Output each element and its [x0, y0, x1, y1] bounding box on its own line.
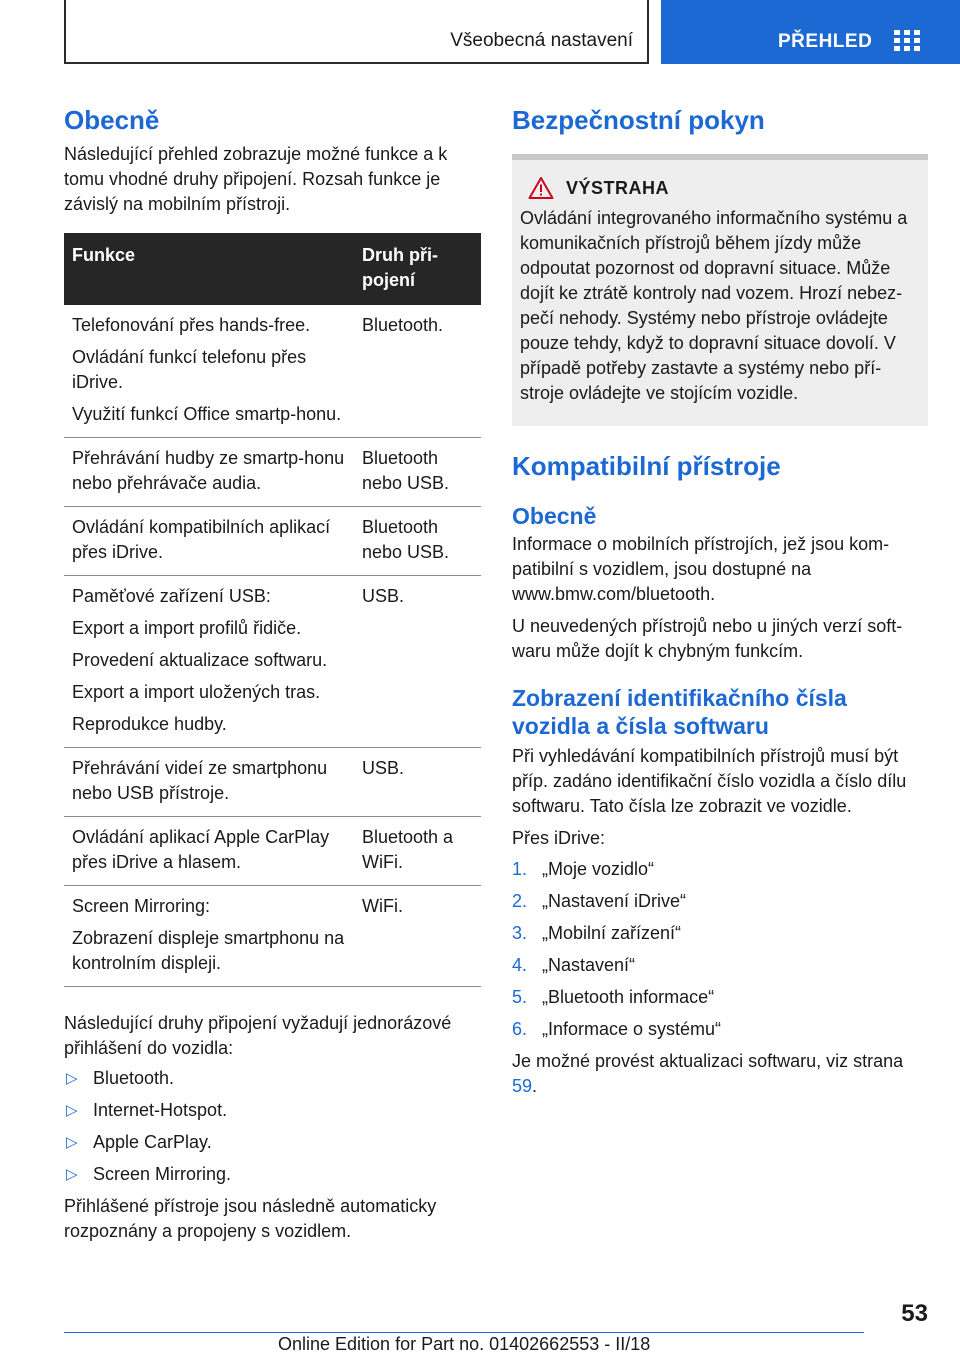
subtitle-general: Obecně	[512, 503, 597, 529]
right-column	[512, 104, 928, 1099]
step-text: „Moje vozidlo“	[542, 859, 655, 879]
step-number: 2.	[512, 891, 528, 911]
function-line: Využití funkcí Office smartp-honu.	[72, 404, 342, 424]
warning-text: Ovládání integrovaného informačního systému a komunikačních přístrojů během jízdy může odpoutat pozornost od dopravní situace. Může dojít ke ztrátě kontroly nad vozem. Hrozí nebez-pečí nehody. Systémy nebo přístroje ovládejte pouze tehdy, když to dopravní situace dovolí. V případě potřeby zastavte a systémy nebo pří-stroje ovládejte ve stojícím vozidle.	[520, 208, 908, 403]
table-cell-connection: USB.	[354, 748, 481, 817]
step-text: „Mobilní zařízení“	[542, 923, 682, 943]
overview-label: PŘEHLED	[778, 31, 873, 52]
list-item-text: Internet-Hotspot.	[93, 1100, 228, 1120]
left-column	[64, 104, 481, 1244]
list-item-text: Bluetooth.	[93, 1068, 175, 1088]
registration-outro: Přihlášené přístroje jsou následně automaticky rozpoznány a propojeny s vozidlem.	[64, 1196, 437, 1241]
footer-edition: Online Edition for Part no. 01402662553 - II/18	[278, 1334, 651, 1354]
function-line: Provedení aktualizace softwaru.	[72, 650, 328, 670]
list-item	[64, 1066, 481, 1091]
idrive-steps-list	[512, 857, 928, 1042]
via-idrive-text: Přes iDrive:	[512, 828, 606, 848]
header-section-title: Všeobecná nastavení	[450, 30, 633, 51]
list-item	[64, 1130, 481, 1155]
table-cell-connection: USB.	[354, 576, 481, 748]
function-line: Přehrávání hudby ze smartp-honu nebo přehrávače audia.	[72, 448, 345, 493]
warning-box	[512, 154, 928, 426]
page-number: 53	[901, 1300, 928, 1327]
update-paragraph	[512, 1049, 928, 1099]
table-cell-connection: WiFi.	[354, 886, 481, 987]
function-line: Zobrazení displeje smartphonu na kontrolním displeji.	[72, 928, 345, 973]
table-cell-function	[64, 507, 354, 576]
step-number: 4.	[512, 955, 528, 975]
function-line: Ovládání kompatibilních aplikací přes iDrive.	[72, 517, 331, 562]
step-number: 3.	[512, 923, 528, 943]
table-row	[64, 886, 481, 987]
function-line: Export a import profilů řidiče.	[72, 618, 302, 638]
step-number: 1.	[512, 859, 528, 879]
function-line: Screen Mirroring:	[72, 896, 211, 916]
table-row	[64, 305, 481, 438]
table-cell-function	[64, 576, 354, 748]
update-end: .	[532, 1076, 538, 1096]
function-line: Export a import uložených tras.	[72, 682, 321, 702]
table-cell-function	[64, 438, 354, 507]
step-number: 6.	[512, 1019, 528, 1039]
table-row	[64, 507, 481, 576]
table-cell-connection: Bluetooth nebo USB.	[354, 438, 481, 507]
table-header-function: Funkce	[64, 233, 354, 305]
step-item	[512, 985, 928, 1010]
step-text: „Nastavení“	[542, 955, 636, 975]
step-item	[512, 889, 928, 914]
step-text: „Nastavení iDrive“	[542, 891, 687, 911]
step-item	[512, 953, 928, 978]
header-section-box	[64, 0, 649, 64]
step-item	[512, 857, 928, 882]
warning-title: VÝSTRAHA	[566, 177, 670, 198]
table-cell-connection: Bluetooth nebo USB.	[354, 507, 481, 576]
section-title-compatible: Kompatibilní přístroje	[512, 451, 781, 481]
section-title-general: Obecně	[64, 105, 160, 135]
general-paragraph-2: U neuvedených přístrojů nebo u jiných verzí soft-waru může dojít k chybným funkcím.	[512, 616, 903, 661]
table-row	[64, 748, 481, 817]
functions-table	[64, 233, 481, 987]
step-number: 5.	[512, 987, 528, 1007]
vehicle-id-paragraph: Při vyhledávání kompatibilních přístrojů musí být příp. zadáno identifikační číslo vozidla a číslo dílu softwaru. Tato čísla lze zobrazit ve vozidle.	[512, 746, 907, 816]
table-cell-connection: Bluetooth a WiFi.	[354, 817, 481, 886]
grid-menu-icon[interactable]	[894, 30, 920, 52]
triangle-bullet-icon: ▷	[66, 1070, 78, 1087]
table-cell-connection: Bluetooth.	[354, 305, 481, 438]
function-line: Reprodukce hudby.	[72, 714, 227, 734]
list-item	[64, 1098, 481, 1123]
footer-divider	[64, 1332, 864, 1333]
page-link[interactable]: 59	[512, 1076, 533, 1096]
step-text: „Informace o systému“	[542, 1019, 722, 1039]
table-row	[64, 576, 481, 748]
function-line: Paměťové zařízení USB:	[72, 586, 271, 606]
table-cell-function	[64, 886, 354, 987]
warning-triangle-icon	[528, 176, 554, 200]
triangle-bullet-icon: ▷	[66, 1166, 78, 1183]
table-row	[64, 817, 481, 886]
function-line: Přehrávání videí ze smartphonu nebo USB přístroje.	[72, 758, 328, 803]
function-line: Telefonování přes hands-free.	[72, 315, 311, 335]
list-item-text: Apple CarPlay.	[93, 1132, 212, 1152]
general-paragraph-1: Informace o mobilních přístrojích, jež jsou kom-patibilní s vozidlem, jsou dostupné na www.bmw.com/bluetooth.	[512, 534, 890, 604]
triangle-bullet-icon: ▷	[66, 1134, 78, 1151]
list-item	[64, 1162, 481, 1187]
step-item	[512, 1017, 928, 1042]
function-line: Ovládání funkcí telefonu přes iDrive.	[72, 347, 307, 392]
triangle-bullet-icon: ▷	[66, 1102, 78, 1119]
section-title-safety: Bezpečnostní pokyn	[512, 105, 765, 135]
table-header-connection: Druh při-pojení	[354, 233, 481, 305]
function-line: Ovládání aplikací Apple CarPlay přes iDrive a hlasem.	[72, 827, 330, 872]
table-cell-function	[64, 748, 354, 817]
step-item	[512, 921, 928, 946]
subtitle-vehicle-id: Zobrazení identifikačního čísla vozidla a čísla softwaru	[512, 685, 847, 739]
step-text: „Bluetooth informace“	[542, 987, 715, 1007]
list-item-text: Screen Mirroring.	[93, 1164, 232, 1184]
update-text: Je možné provést aktualizaci softwaru, viz strana	[512, 1051, 904, 1071]
registration-list	[64, 1066, 481, 1187]
intro-paragraph: Následující přehled zobrazuje možné funkce a k tomu vhodné druhy připojení. Rozsah funkce je závislý na mobilním přístroji.	[64, 144, 448, 214]
table-cell-function	[64, 817, 354, 886]
table-row	[64, 438, 481, 507]
registration-intro: Následující druhy připojení vyžadují jednorázové přihlášení do vozidla:	[64, 1013, 452, 1058]
table-cell-function	[64, 305, 354, 438]
